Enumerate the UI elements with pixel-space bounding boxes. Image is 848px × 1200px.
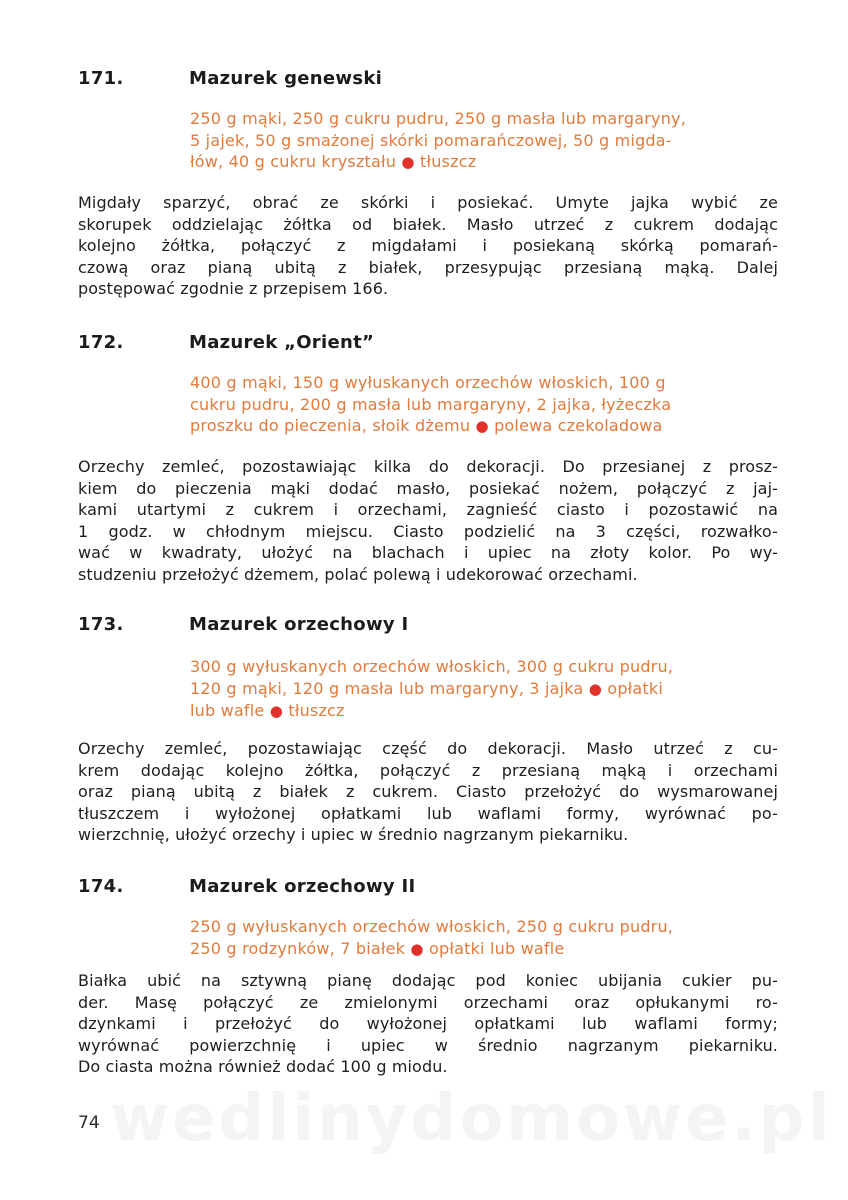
recipe-title: Mazurek orzechowy I	[189, 614, 409, 635]
instructions-text	[78, 192, 778, 300]
watermark: wedlinydomowe.pl	[110, 1082, 833, 1156]
ingredients-text: tłuszcz	[420, 152, 477, 171]
ingredients-text: tłuszcz	[288, 701, 345, 720]
instructions-line: dzynkami i przełożyć do wyłożonej opłatkami lub waflami formy;	[78, 1014, 778, 1033]
ingredients-text: opłatki	[607, 678, 664, 698]
instructions-line: Do ciasta można również dodać 100 g miodu.	[78, 1057, 448, 1076]
ingredients-list	[190, 656, 776, 723]
instructions-line: wierzchnię, ułożyć orzechy i upiec w średnio nagrzanym piekarniku.	[78, 825, 629, 844]
bullet-separator: ●	[410, 939, 424, 958]
instructions-line: postępować zgodnie z przepisem 166.	[78, 279, 389, 298]
ingredients-line	[190, 938, 776, 961]
ingredients-line: 300 g wyłuskanych orzechów włoskich, 300 g cukru pudru,	[190, 657, 674, 676]
ingredients-line: 250 g mąki, 250 g cukru pudru, 250 g masła lub margaryny,	[190, 109, 687, 128]
instructions-line: Orzechy zemleć, pozostawiając część do dekoracji. Masło utrzeć z cu-	[78, 739, 778, 758]
instructions-line: kolejno żółtka, połączyć z migdałami i posiekaną skórką pomarań-	[78, 236, 778, 255]
instructions-line: czową oraz pianą ubitą z białek, przesypując przesianą mąką. Dalej	[78, 257, 778, 277]
recipe-title: Mazurek genewski	[189, 68, 383, 89]
instructions-line: Migdały sparzyć, obrać ze skórki i posiekać. Umyte jajka wybić ze	[78, 193, 778, 212]
instructions-line: der. Masę połączyć ze zmielonymi orzechami oraz opłukanymi ro-	[78, 992, 778, 1012]
bullet-separator: ●	[588, 679, 603, 698]
instructions-line: wać w kwadraty, ułożyć na blachach i upiec na złoty kolor. Po wy-	[78, 543, 778, 562]
instructions-line: studzeniu przełożyć dżemem, polać polewą i udekorować orzechami.	[78, 564, 638, 584]
instructions-line: Orzechy zemleć, pozostawiając kilka do dekoracji. Do przesianej z prosz-	[78, 457, 778, 476]
recipe-header	[0, 332, 848, 360]
instructions-line: kami utartymi z cukrem i orzechami, zagnieść ciasto i pozostawić na	[78, 500, 778, 519]
ingredients-line: 250 g wyłuskanych orzechów włoskich, 250 g cukru pudru,	[190, 917, 674, 936]
instructions-line: oraz pianą ubitą z białek z cukrem. Ciasto przełożyć do wysmarowanej	[78, 782, 778, 801]
bullet-separator: ●	[401, 153, 415, 171]
instructions-text	[78, 738, 778, 846]
ingredients-list	[190, 108, 776, 174]
recipe-header	[0, 614, 848, 642]
recipe-number: 171.	[78, 68, 124, 89]
page-number: 74	[78, 1113, 100, 1133]
recipe-number: 172.	[78, 332, 124, 353]
ingredients-text: 250 g rodzynków, 7 białek	[190, 938, 406, 958]
ingredients-text: proszku do pieczenia, słoik dżemu	[190, 416, 471, 435]
instructions-line: tłuszczem i wyłożonej opłatkami lub waflami formy, wyrównać po-	[78, 803, 778, 823]
ingredients-text: lub wafle	[190, 701, 265, 720]
recipe-number: 174.	[78, 876, 124, 897]
instructions-line: wyrównać powierzchnię i upiec w średnio nagrzanym piekarniku.	[78, 1035, 778, 1055]
ingredients-list	[190, 372, 776, 438]
recipe-title: Mazurek „Orient”	[189, 332, 375, 353]
recipe-header	[0, 876, 848, 904]
recipe-number: 173.	[78, 614, 124, 635]
ingredients-line	[190, 700, 776, 723]
ingredients-text: łów, 40 g cukru kryształu	[190, 152, 397, 171]
bullet-separator: ●	[269, 702, 284, 720]
instructions-text	[78, 456, 778, 585]
ingredients-text: 120 g mąki, 120 g masła lub margaryny, 3 jajka	[190, 678, 584, 698]
ingredients-line	[190, 415, 776, 438]
ingredients-list	[190, 916, 776, 960]
instructions-line: skorupek oddzielając żółtka od białek. Masło utrzeć z cukrem dodając	[78, 214, 778, 234]
instructions-line: Białka ubić na sztywną pianę dodając pod koniec ubijania cukier pu-	[78, 971, 778, 990]
ingredients-text: polewa czekoladowa	[494, 416, 663, 435]
ingredients-line	[190, 151, 776, 174]
ingredients-text: opłatki lub wafle	[429, 938, 565, 958]
ingredients-line	[190, 678, 776, 701]
ingredients-line: cukru pudru, 200 g masła lub margaryny, 2 jajka, łyżeczka	[190, 394, 672, 414]
instructions-line: kiem do pieczenia mąki dodać masło, posiekać nożem, połączyć z jaj-	[78, 478, 778, 498]
ingredients-line: 400 g mąki, 150 g wyłuskanych orzechów włoskich, 100 g	[190, 373, 666, 392]
instructions-text	[78, 970, 778, 1078]
instructions-line: 1 godz. w chłodnym miejscu. Ciasto podzielić na 3 części, rozwałko-	[78, 521, 778, 541]
bullet-separator: ●	[475, 417, 489, 435]
ingredients-line: 5 jajek, 50 g smażonej skórki pomarańczowej, 50 g migda-	[190, 130, 672, 150]
recipe-header	[0, 68, 848, 96]
recipe-title: Mazurek orzechowy II	[189, 876, 416, 897]
instructions-line: krem dodając kolejno żółtka, połączyć z przesianą mąką i orzechami	[78, 760, 778, 780]
